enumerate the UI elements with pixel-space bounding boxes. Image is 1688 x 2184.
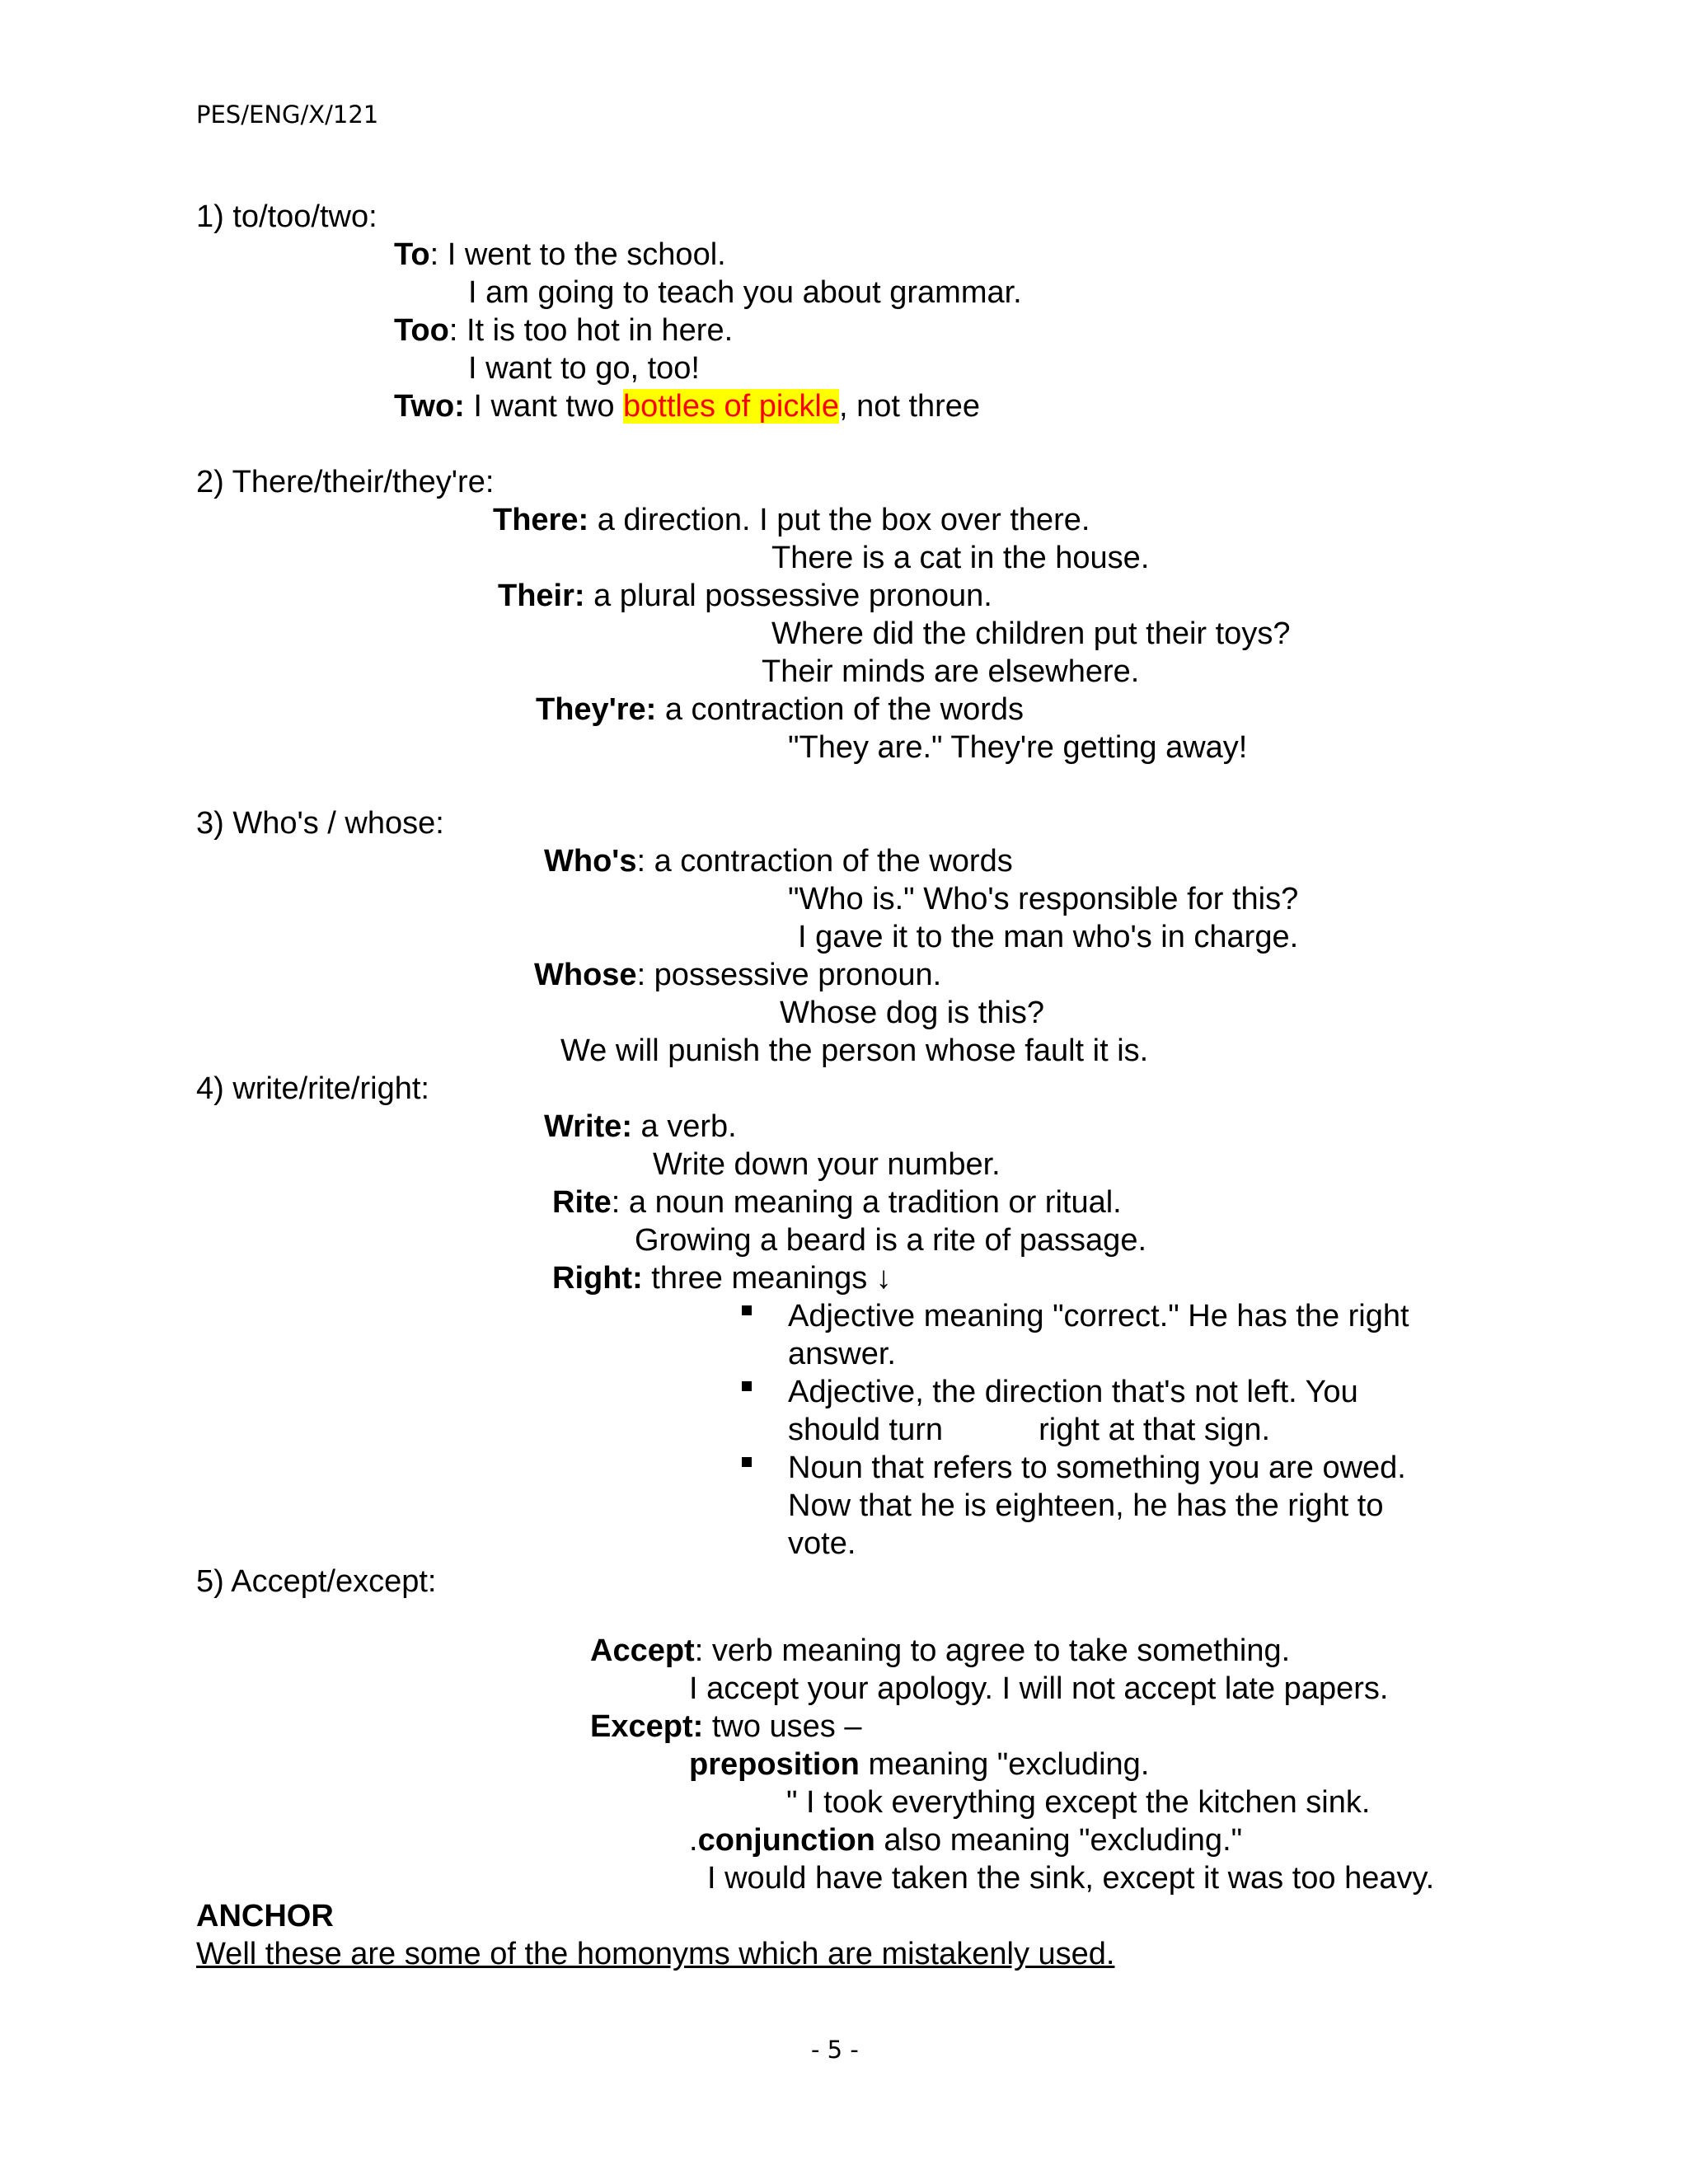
write-def-text: a verb. bbox=[631, 1109, 737, 1144]
preposition-example: " I took everything except the kitchen sink. bbox=[786, 1785, 1371, 1820]
too-example: I want to go, too! bbox=[468, 351, 700, 386]
two-pre-text: I want two bbox=[464, 389, 624, 424]
term-too: Too bbox=[394, 313, 449, 348]
to-definition bbox=[394, 236, 726, 274]
section-4-heading: 4) write/rite/right: bbox=[196, 1071, 429, 1106]
too-definition bbox=[394, 312, 733, 349]
conj-prefix: . bbox=[689, 1823, 698, 1858]
theyre-definition bbox=[536, 691, 1024, 729]
section-2-heading: 2) There/their/they're: bbox=[196, 465, 495, 499]
their-example-1: Where did the children put their toys? bbox=[771, 616, 1291, 651]
bullet-3-line-1: Noun that refers to something you are owed. bbox=[788, 1451, 1406, 1485]
accept-example: I accept your apology. I will not accept late papers. bbox=[689, 1671, 1389, 1706]
whose-example-1: Whose dog is this? bbox=[780, 996, 1045, 1030]
term-theyre: They're: bbox=[536, 692, 657, 727]
term-right: Right: bbox=[552, 1261, 643, 1296]
bullet-2-line-2: should turn right at that sign. bbox=[788, 1413, 1271, 1447]
rite-definition bbox=[552, 1183, 1122, 1221]
whos-def-text: : a contraction of the words bbox=[636, 844, 1013, 879]
rite-example: Growing a beard is a rite of passage. bbox=[635, 1223, 1147, 1258]
bullet-marker bbox=[742, 1457, 752, 1467]
bullet-3-line-2: Now that he is eighteen, he has the right to bbox=[788, 1488, 1384, 1523]
term-their: Their: bbox=[498, 579, 585, 613]
rite-def-text: : a noun meaning a tradition or ritual. bbox=[611, 1185, 1122, 1220]
section-5-heading: 5) Accept/except: bbox=[196, 1564, 437, 1599]
term-except: Except: bbox=[590, 1709, 704, 1744]
there-definition bbox=[493, 501, 1090, 539]
conjunction-definition bbox=[689, 1821, 1242, 1859]
term-two: Two: bbox=[394, 389, 465, 424]
their-definition bbox=[498, 577, 992, 615]
theyre-def-text: a contraction of the words bbox=[656, 692, 1024, 727]
bullet-2-line-1: Adjective, the direction that's not left. You bbox=[788, 1375, 1358, 1409]
prep-def-text: meaning "excluding. bbox=[859, 1747, 1150, 1782]
bullet-marker bbox=[742, 1305, 752, 1315]
to-example: I am going to teach you about grammar. bbox=[468, 275, 1022, 310]
there-example: There is a cat in the house. bbox=[771, 541, 1150, 575]
term-whose: Whose bbox=[534, 958, 637, 992]
except-def-text: two uses – bbox=[703, 1709, 862, 1744]
whos-example-1: "Who is." Who's responsible for this? bbox=[788, 882, 1299, 916]
their-example-2: Their minds are elsewhere. bbox=[762, 654, 1140, 689]
conj-def-text: also meaning "excluding." bbox=[874, 1823, 1243, 1858]
whos-example-2: I gave it to the man who's in charge. bbox=[798, 920, 1299, 954]
bullet-1-line-2: answer. bbox=[788, 1337, 896, 1371]
right-definition bbox=[552, 1259, 892, 1297]
write-example: Write down your number. bbox=[653, 1147, 1001, 1182]
to-def-text: : I went to the school. bbox=[429, 237, 726, 272]
bullet-1-line-1: Adjective meaning "correct." He has the right bbox=[788, 1299, 1409, 1333]
whose-def-text: : possessive pronoun. bbox=[636, 958, 942, 992]
whose-definition bbox=[534, 956, 941, 994]
anchor-text: Well these are some of the homonyms which are mistakenly used. bbox=[196, 1937, 1115, 1971]
except-definition bbox=[590, 1708, 862, 1746]
whos-definition bbox=[544, 842, 1013, 880]
there-def-text: a direction. I put the box over there. bbox=[588, 503, 1090, 537]
highlighted-phrase: bottles of pickle bbox=[623, 389, 839, 424]
their-def-text: a plural possessive pronoun. bbox=[584, 579, 992, 613]
whose-example-2: We will punish the person whose fault it is. bbox=[560, 1033, 1149, 1068]
preposition-definition bbox=[689, 1746, 1149, 1783]
accept-def-text: : verb meaning to agree to take something. bbox=[694, 1633, 1291, 1668]
section-1-heading: 1) to/too/two: bbox=[196, 199, 377, 234]
write-definition bbox=[544, 1108, 737, 1146]
too-def-text: : It is too hot in here. bbox=[448, 313, 734, 348]
term-to: To bbox=[394, 237, 430, 272]
term-write: Write: bbox=[544, 1109, 632, 1144]
term-accept: Accept bbox=[590, 1633, 695, 1668]
term-there: There: bbox=[493, 503, 589, 537]
term-whos: Who's bbox=[544, 844, 637, 879]
two-definition bbox=[394, 387, 980, 425]
conjunction-example: I would have taken the sink, except it was too heavy. bbox=[707, 1861, 1435, 1896]
section-3-heading: 3) Who's / whose: bbox=[196, 806, 444, 841]
accept-definition bbox=[590, 1632, 1290, 1670]
term-preposition: preposition bbox=[689, 1747, 860, 1782]
bullet-marker bbox=[742, 1381, 752, 1391]
term-rite: Rite bbox=[552, 1185, 612, 1220]
theyre-example: "They are." They're getting away! bbox=[788, 730, 1248, 765]
page-number: - 5 - bbox=[811, 2036, 859, 2064]
document-code: PES/ENG/X/121 bbox=[196, 101, 379, 129]
right-def-text: three meanings ↓ bbox=[642, 1261, 892, 1296]
anchor-title: ANCHOR bbox=[196, 1899, 334, 1933]
two-post-text: , not three bbox=[838, 389, 981, 424]
term-conjunction: conjunction bbox=[697, 1823, 875, 1858]
bullet-3-line-3: vote. bbox=[788, 1526, 856, 1561]
